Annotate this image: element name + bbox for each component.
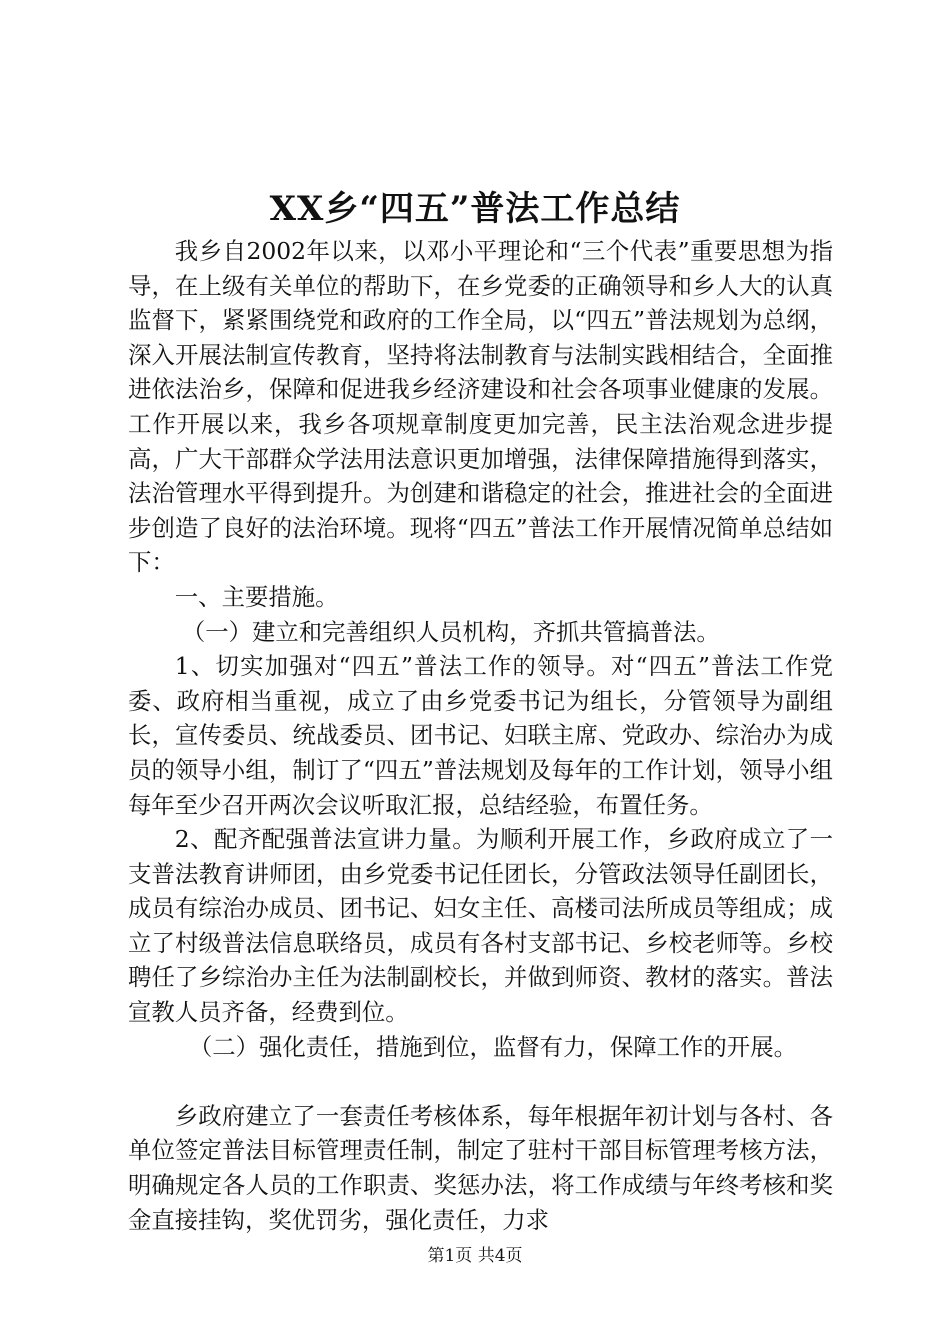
subsection-heading-1: （一）建立和完善组织人员机构，齐抓共管搞普法。	[181, 617, 720, 646]
item-paragraph-2: 2、配齐配强普法宣讲力量。为顺利开展工作，乡政府成立了一支普法教育讲师团，由乡党委书记任团长，分管政法领导任副团长，成员有综治办成员、团书记、妇女主任、高楼司法所成员等组成；成立了村级普法信息联络员，成员有各村支部书记、乡校老师等。乡校聘任了乡综治办主任为法制副校长，并做到师资、教材的落实。普法宣教人员齐备，经费到位。	[128, 825, 833, 1027]
document-body	[128, 234, 833, 1237]
item-paragraph-1: 1、切实加强对“四五”普法工作的领导。对“四五”普法工作党委、政府相当重视，成立了由乡党委书记为组长，分管领导为副组长，宣传委员、统战委员、团书记、妇联主席、党政办、综治办为成员的领导小组，制订了“四五”普法规划及每年的工作计划，领导小组每年至少召开两次会议听取汇报，总结经验，布置任务。	[128, 652, 833, 819]
intro-paragraph: 我乡自2002年以来，以邓小平理论和“三个代表”重要思想为指导，在上级有关单位的帮助下，在乡党委的正确领导和乡人大的认真监督下，紧紧围绕党和政府的工作全局，以“四五”普法规划为总纲，深入开展法制宣传教育，坚持将法制教育与法制实践相结合，全面推进依法治乡，保障和促进我乡经济建设和社会各项事业健康的发展。工作开展以来，我乡各项规章制度更加完善，民主法治观念进步提高，广大干部群众学法用法意识更加增强，法律保障措施得到落实，法治管理水平得到提升。为创建和谐稳定的社会，推进社会的全面进步创造了良好的法治环境。现将“四五”普法工作开展情况简单总结如下：	[128, 237, 833, 577]
paragraph-spacer	[128, 1064, 833, 1099]
page-number-footer: 第1页 共4页	[427, 1246, 523, 1266]
section-heading-main-measures: 一、主要措施。	[174, 582, 339, 611]
responsibility-paragraph: 乡政府建立了一套责任考核体系，每年根据年初计划与各村、各单位签定普法目标管理责任制，制定了驻村干部目标管理考核方法，明确规定各人员的工作职责、奖惩办法，将工作成绩与年终考核和奖金直接挂钩，奖优罚劣，强化责任，力求	[128, 1101, 833, 1234]
document-title: XX乡“四五”普法工作总结	[269, 189, 681, 229]
subsection-heading-2: （二）强化责任，措施到位，监督有力，保障工作的开展。	[188, 1032, 797, 1061]
